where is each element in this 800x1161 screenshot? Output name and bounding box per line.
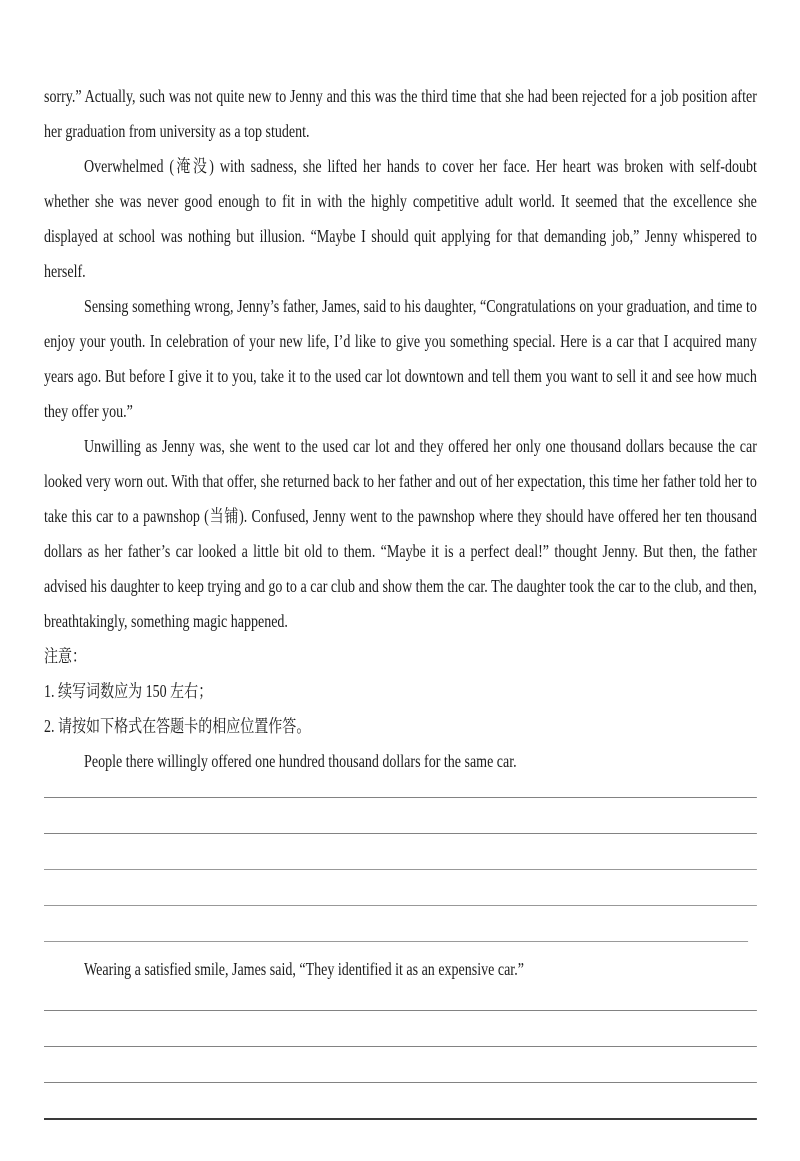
notice-label: 注意： [44,646,87,666]
passage-paragraph-4: Unwilling as Jenny was, she went to the used car lot and they offered her only one thousand dollars because the car looked very worn out. With that offer, she returned back to her father and out of her expectation, this time her father told her to take this car to a pawnshop (当铺). Confused, Jenny went to the pawnshop where they should have offered her ten thousand dollars as her father’s car looked a little bit old to them. “Maybe it is a perfect deal!” thought Jenny. But then, the father advised his daughter to keep trying and go to a car club and show them the car. The daughter took the car to the club, and then, breathtakingly, something magic happened. [44,436,757,631]
passage-paragraph-1: sorry.” Actually, such was not quite new to Jenny and this was the third time that she had been rejected for a job position after her graduation from university as a top student. [44,86,757,141]
answer-lines-group-1 [44,762,757,942]
answer-line [44,798,757,834]
answer-line [44,1083,757,1120]
continuation-second-sentence: Wearing a satisfied smile, James said, “They identified it as an expensive car.” [84,959,524,979]
passage-paragraph-3: Sensing something wrong, Jenny’s father, James, said to his daughter, “Congratulations on your graduation, and time to enjoy your youth. In celebration of your new life, I’d like to give you something special. Here is a car that I acquired many years ago. But before I give it to you, take it to the used car lot downtown and tell them you want to sell it and see how much they offer you.” [44,296,757,421]
answer-line [44,906,748,942]
answer-line [44,1047,757,1083]
notice-item-1: 1. 续写词数应为 150 左右； [44,681,213,701]
answer-line [44,834,757,870]
answer-line [44,1011,757,1047]
passage-paragraph-2: Overwhelmed (淹没) with sadness, she lifted her hands to cover her face. Her heart was broken with self-doubt whether she was never good enough to fit in with the highly competitive adult world. It seemed that the excellence she displayed at school was nothing but illusion. “Maybe I should quit applying for that demanding job,” Jenny whispered to herself. [44,156,757,281]
answer-lines-group-2 [44,975,757,1120]
answer-line [44,870,757,906]
passage-content [44,79,757,1120]
notice-item-2: 2. 请按如下格式在答题卡的相应位置作答。 [44,716,311,736]
continuation-opening-sentence: People there willingly offered one hundred thousand dollars for the same car. [84,751,517,771]
